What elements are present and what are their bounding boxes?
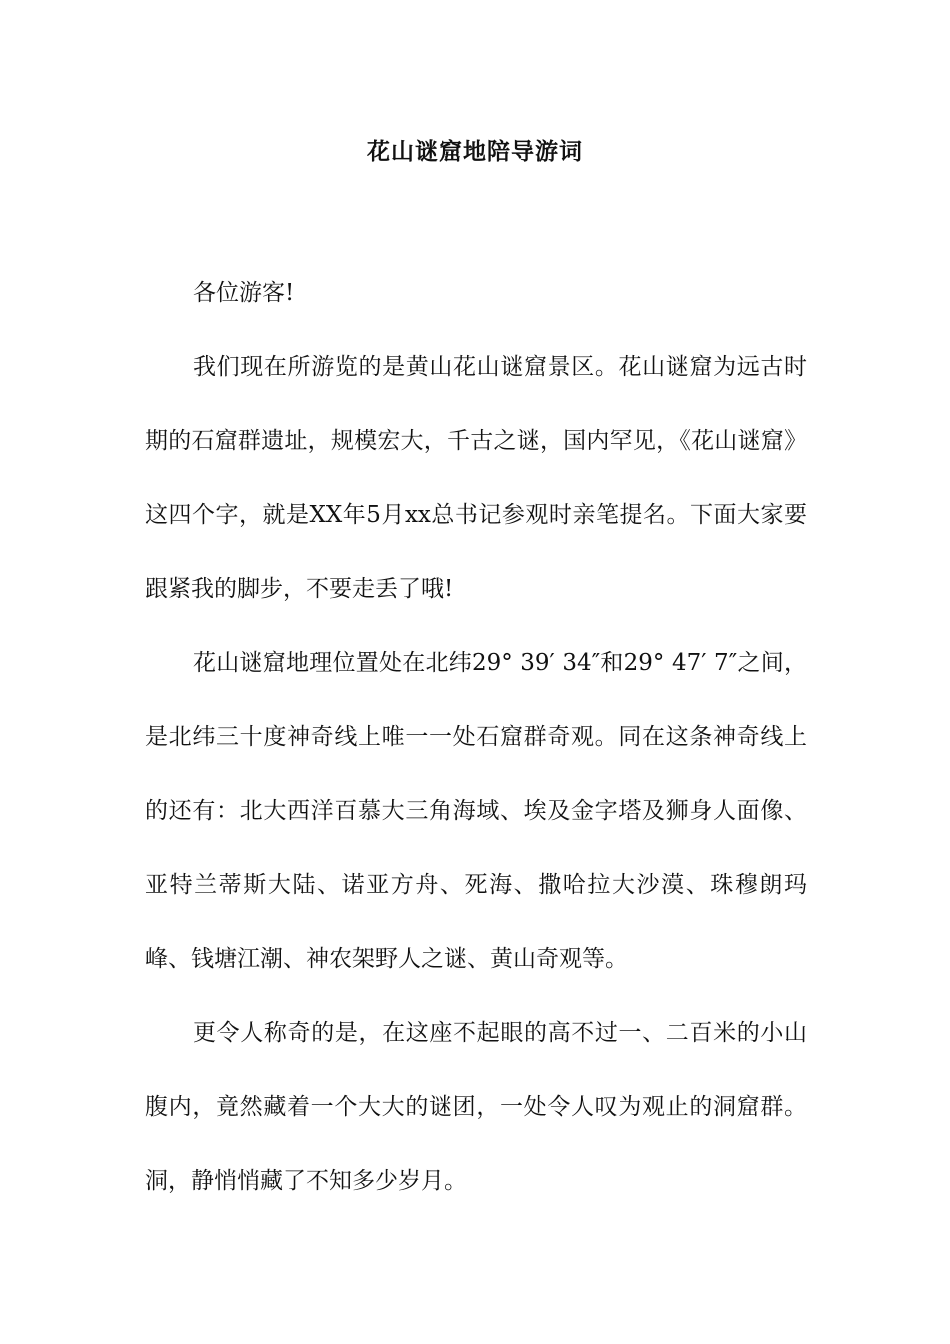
paragraph-mystery: 更令人称奇的是，在这座不起眼的高不过一、二百米的小山腹内，竟然藏着一个大大的谜团，一处令人叹为观止的洞窟群。洞，静悄悄藏了不知多少岁月。 [145, 1020, 807, 1194]
paragraph-greeting: 各位游客! [193, 280, 295, 306]
document-title: 花山谜窟地陪导游词 [367, 138, 583, 165]
document-body [145, 256, 807, 1218]
paragraph-location: 花山谜窟地理位置处在北纬29° 39′ 34″和29° 47′ 7″之间，是北纬三十度神奇线上唯一一处石窟群奇观。同在这条神奇线上的还有：北大西洋百慕大三角海域、埃及金字塔及狮身人面像、亚特兰蒂斯大陆、诺亚方舟、死海、撒哈拉大沙漠、珠穆朗玛峰、钱塘江潮、神农架野人之谜、黄山奇观等。 [145, 650, 807, 972]
paragraph-intro: 我们现在所游览的是黄山花山谜窟景区。花山谜窟为远古时期的石窟群遗址，规模宏大，千古之谜，国内罕见，《花山谜窟》这四个字，就是XX年5月xx总书记参观时亲笔提名。下面大家要跟紧我的脚步，不要走丢了哦! [145, 354, 807, 602]
